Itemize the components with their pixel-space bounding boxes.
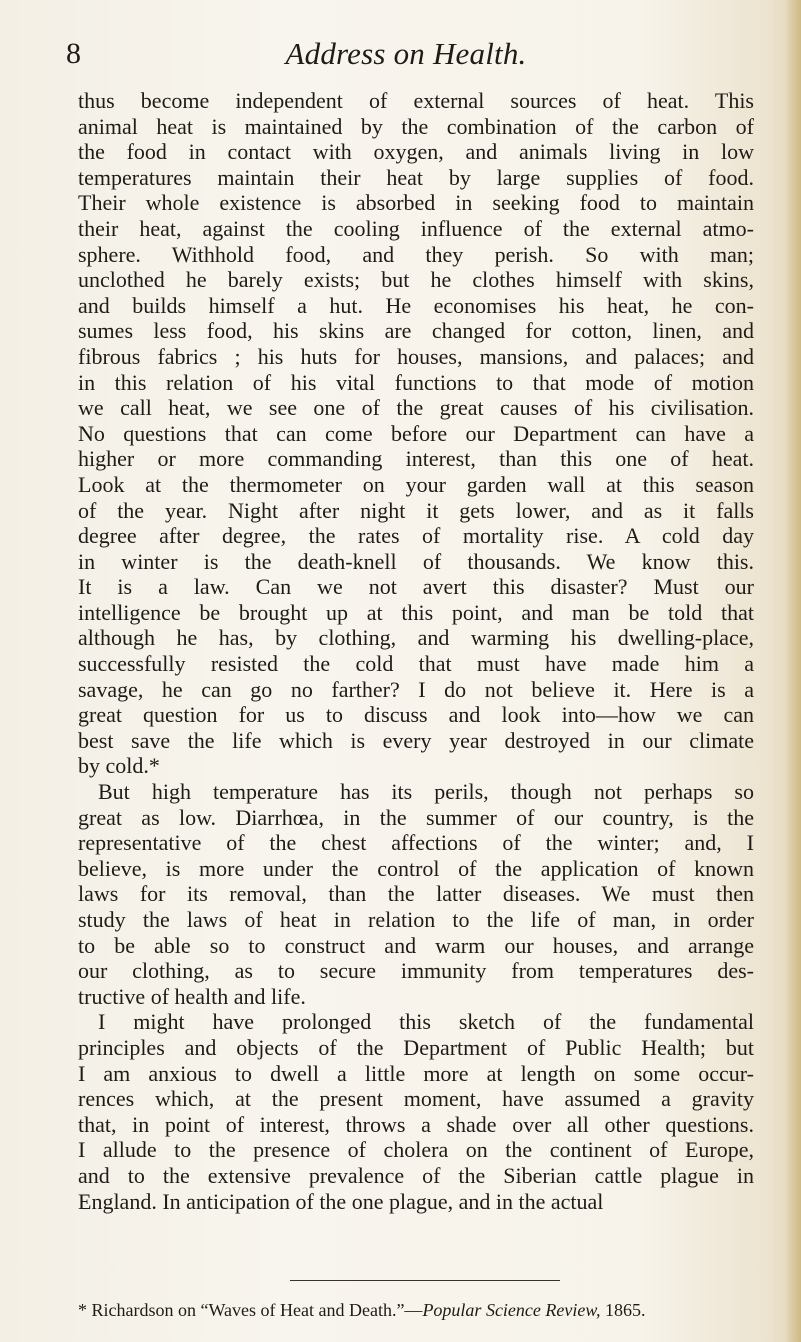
text-line: in winter is the death-knell of thousands. We know this. bbox=[78, 548, 754, 574]
text-line: temperatures maintain their heat by large supplies of food. bbox=[78, 164, 754, 190]
text-line: believe, is more under the control of the application of known bbox=[78, 855, 754, 881]
footnote-marker: * bbox=[78, 1300, 92, 1320]
text-line: by cold.* bbox=[78, 753, 160, 779]
text-line: laws for its removal, than the latter diseases. We must then bbox=[78, 881, 754, 907]
text-line: principles and objects of the Department of Public Health; but bbox=[78, 1034, 754, 1060]
text-line: It is a law. Can we not avert this disaster? Must our bbox=[78, 574, 754, 600]
text-line: thus become independent of external sources of heat. This bbox=[78, 88, 754, 113]
text-line: and to the extensive prevalence of the Siberian cattle plague in bbox=[78, 1162, 754, 1188]
footnote-citation: Richardson on “Waves of Heat and Death.”— bbox=[91, 1300, 423, 1320]
text-line: to be able so to construct and warm our houses, and arrange bbox=[78, 932, 754, 958]
text-line: intelligence be brought up at this point, and man be told that bbox=[78, 599, 754, 625]
footnote bbox=[78, 1298, 754, 1322]
text-line: our clothing, as to secure immunity from temperatures des- bbox=[78, 958, 754, 984]
page-number: 8 bbox=[66, 37, 81, 70]
footnote-rule bbox=[290, 1280, 560, 1281]
text-line: successfully resisted the cold that must have made him a bbox=[78, 651, 754, 677]
text-line: I am anxious to dwell a little more at length on some occur- bbox=[78, 1060, 754, 1086]
text-line: tructive of health and life. bbox=[78, 983, 306, 1009]
text-line: great question for us to discuss and look into—how we can bbox=[78, 702, 754, 728]
footnote-text bbox=[78, 1298, 754, 1322]
text-line: But high temperature has its perils, though not perhaps so bbox=[98, 779, 754, 805]
text-line: representative of the chest affections of the winter; and, I bbox=[78, 830, 754, 856]
text-line: savage, he can go no farther? I do not believe it. Here is a bbox=[78, 676, 754, 702]
text-line: sphere. Withhold food, and they perish. So with man; bbox=[78, 241, 754, 267]
page-header bbox=[66, 34, 746, 74]
text-line: I might have prolonged this sketch of the fundamental bbox=[98, 1009, 754, 1035]
text-line: although he has, by clothing, and warming his dwelling-place, bbox=[78, 625, 754, 651]
text-line: unclothed he barely exists; but he clothes himself with skins, bbox=[78, 267, 754, 293]
text-line: great as low. Diarrhœa, in the summer of our country, is the bbox=[78, 804, 754, 830]
footnote-journal: Popular Science Review, bbox=[422, 1300, 601, 1320]
text-line: England. In anticipation of the one plague, and in the actual bbox=[78, 1188, 604, 1214]
text-line: degree after degree, the rates of mortality rise. A cold day bbox=[78, 523, 754, 549]
body-text bbox=[78, 88, 754, 1214]
text-line: study the laws of heat in relation to the life of man, in order bbox=[78, 907, 754, 932]
text-line: animal heat is maintained by the combination of the carbon of bbox=[78, 113, 754, 139]
text-line: best save the life which is every year destroyed in our climate bbox=[78, 727, 754, 753]
text-line: of the year. Night after night it gets lower, and as it falls bbox=[78, 497, 754, 523]
text-line: Their whole existence is absorbed in seeking food to maintain bbox=[78, 190, 754, 216]
text-line: and builds himself a hut. He economises his heat, he con- bbox=[78, 292, 754, 318]
text-line: sumes less food, his skins are changed for cotton, linen, and bbox=[78, 318, 754, 344]
text-line: No questions that can come before our Department can have a bbox=[78, 420, 754, 446]
text-line: we call heat, we see one of the great causes of his civilisation. bbox=[78, 395, 754, 421]
text-line: Look at the thermometer on your garden wall at this season bbox=[78, 471, 754, 497]
text-line: rences which, at the present moment, have assumed a gravity bbox=[78, 1086, 754, 1112]
footnote-year: 1865. bbox=[600, 1300, 646, 1320]
text-line: the food in contact with oxygen, and animals living in low bbox=[78, 139, 754, 165]
text-line: that, in point of interest, throws a shade over all other questions. bbox=[78, 1111, 754, 1137]
text-line: higher or more commanding interest, than this one of heat. bbox=[78, 446, 754, 472]
page-edge-shadow bbox=[785, 0, 801, 1342]
text-line: I allude to the presence of cholera on the continent of Europe, bbox=[78, 1137, 754, 1163]
text-line: in this relation of his vital functions to that mode of motion bbox=[78, 369, 754, 395]
text-line: fibrous fabrics ; his huts for houses, mansions, and palaces; and bbox=[78, 343, 754, 369]
text-line: their heat, against the cooling influence of the external atmo- bbox=[78, 215, 754, 241]
running-head: Address on Health. bbox=[285, 36, 527, 71]
